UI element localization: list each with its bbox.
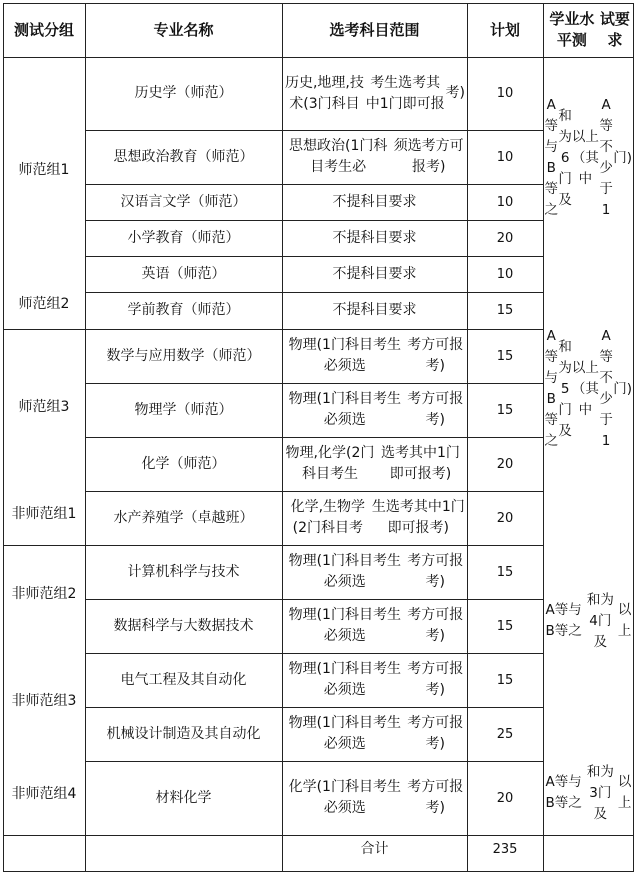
subject-requirement-line: 选考其中1门即可报考) — [380, 445, 460, 482]
subject-requirement-line: 不提科目要求 — [332, 265, 417, 282]
subject-requirement-line: 不提科目要求 — [332, 193, 417, 210]
test-group-label: 师范组1 — [18, 161, 70, 178]
plan-count-value: 20 — [496, 510, 514, 526]
total-value-cell — [467, 835, 543, 863]
header-major-label: 专业名称 — [153, 20, 214, 39]
major-name-text: 思想政治教育（师范） — [113, 148, 254, 165]
subject-requirement-line: 考方可报考) — [407, 607, 464, 644]
subject-requirement — [282, 292, 467, 329]
major-name — [85, 545, 282, 599]
header-subjects-label: 选考科目范围 — [329, 20, 420, 39]
plan-count — [467, 545, 543, 599]
subject-requirement-line: 思想政治(1门科目考生必 — [289, 138, 388, 175]
test-group-label: 师范组3 — [18, 398, 70, 415]
plan-count-value: 15 — [496, 402, 514, 418]
subject-requirement-line: 物理(1门科目考生必须选 — [288, 607, 401, 644]
group-divider — [3, 545, 85, 546]
major-name-text: 学前教育（师范） — [127, 302, 240, 318]
major-name — [85, 383, 282, 437]
subject-requirement — [282, 130, 467, 184]
subject-requirement — [282, 545, 467, 599]
subject-requirement — [282, 653, 467, 707]
plan-count — [467, 707, 543, 761]
plan-count-value: 15 — [496, 564, 514, 580]
subject-requirement-line: 不提科目要求 — [332, 229, 417, 246]
major-name-text: 数据科学与大数据技术 — [113, 617, 254, 634]
plan-count — [467, 57, 543, 130]
subject-requirement-line: 考) — [445, 85, 465, 101]
subject-requirement-line: 考方可报考) — [407, 553, 464, 590]
subject-requirement-line: 物理(1门科目考生必须选 — [288, 715, 401, 752]
plan-count — [467, 329, 543, 383]
level-requirement-line: 门) — [613, 149, 632, 166]
major-name-text: 小学教育（师范） — [127, 229, 240, 246]
level-requirement-line: A等与B等之 — [544, 328, 558, 449]
level-requirement-line: A等与B等之 — [545, 602, 582, 639]
level-requirement — [543, 590, 633, 653]
major-name — [85, 292, 282, 329]
major-name — [85, 57, 282, 130]
subject-requirement-line: 考方可报考) — [407, 337, 464, 374]
major-name-text: 数学与应用数学（师范） — [106, 347, 261, 364]
subject-requirement — [282, 383, 467, 437]
level-requirement-line: 以上（其中 — [571, 359, 599, 418]
major-name-text: 化学（师范） — [141, 455, 226, 472]
subject-requirement-line: 物理(1门科目考生必须选 — [288, 391, 401, 428]
level-requirement-line: A等不少于1 — [599, 328, 613, 449]
test-group-label: 非师范组2 — [11, 585, 77, 602]
plan-count — [467, 491, 543, 545]
total-value: 235 — [492, 841, 518, 857]
header-plan-label: 计划 — [489, 20, 520, 39]
major-name — [85, 761, 282, 835]
major-name — [85, 220, 282, 256]
major-name — [85, 130, 282, 184]
subject-requirement-line: 考方可报考) — [407, 715, 464, 752]
plan-count-value: 10 — [496, 194, 514, 210]
total-label-cell — [282, 835, 467, 863]
subject-requirement-line: 考方可报考) — [407, 391, 464, 428]
test-group — [3, 580, 85, 608]
plan-count — [467, 220, 543, 256]
group-divider — [3, 329, 85, 330]
total-label: 合计 — [360, 840, 389, 857]
major-name-text: 英语（师范） — [141, 265, 226, 282]
test-group — [3, 290, 85, 318]
plan-count-value: 15 — [496, 348, 514, 364]
plan-count-value: 20 — [496, 790, 514, 806]
header-group-label: 测试分组 — [13, 20, 74, 39]
subject-requirement — [282, 599, 467, 653]
level-requirement-line: 和为6门及 — [558, 107, 572, 208]
header-subjects — [282, 3, 467, 57]
header-plan — [467, 3, 543, 57]
plan-count-value: 10 — [496, 86, 514, 101]
major-name — [85, 329, 282, 383]
major-name — [85, 653, 282, 707]
subject-requirement-line: 化学,生物学(2门科目考 — [290, 499, 366, 536]
test-group — [3, 780, 85, 808]
level-requirement — [543, 762, 633, 825]
test-group-label: 非师范组4 — [11, 785, 77, 802]
major-name-text: 水产养殖学（卓越班） — [113, 509, 254, 526]
level-requirement-line: 和为4门及 — [586, 591, 614, 650]
plan-count — [467, 292, 543, 329]
plan-count-value: 20 — [496, 230, 514, 246]
subject-requirement — [282, 761, 467, 835]
level-requirement-line: 和为3门及 — [586, 763, 614, 822]
level-requirement-line: A等与B等之 — [545, 774, 582, 811]
plan-count-value: 10 — [496, 149, 514, 165]
subject-requirement-line: 不提科目要求 — [332, 302, 417, 318]
level-requirement — [543, 97, 633, 218]
header-level-label: 试要求 — [599, 10, 630, 49]
plan-count-value: 15 — [496, 618, 514, 634]
major-name-text: 电气工程及其自动化 — [120, 671, 247, 688]
major-name-text: 历史学（师范） — [134, 85, 233, 101]
header-group — [3, 3, 85, 57]
plan-count — [467, 599, 543, 653]
major-name — [85, 599, 282, 653]
subject-requirement-line: 化学(1门科目考生必须选 — [288, 779, 401, 816]
subject-requirement — [282, 57, 467, 130]
test-group-label: 非师范组1 — [11, 505, 77, 522]
subject-requirement — [282, 707, 467, 761]
subject-requirement-line: 历史,地理,技术(3门科目 — [284, 74, 364, 112]
major-name-text: 计算机科学与技术 — [127, 563, 240, 580]
plan-count-value: 10 — [496, 266, 514, 282]
plan-count — [467, 383, 543, 437]
level-requirement-line: 以上 — [617, 602, 632, 639]
header-level-label: 学业水平测 — [549, 10, 595, 49]
subject-requirement-line: 生选考其中1门即可报考) — [371, 499, 465, 536]
plan-count — [467, 130, 543, 184]
major-name — [85, 256, 282, 292]
level-requirement-line: A等与B等之 — [544, 97, 558, 218]
subject-requirement-line: 物理(1门科目考生必须选 — [288, 337, 401, 374]
plan-count — [467, 437, 543, 491]
level-requirement-line: 以上 — [617, 774, 632, 811]
subject-requirement — [282, 437, 467, 491]
plan-count — [467, 184, 543, 220]
subject-requirement-line: 须选考方可报考) — [393, 138, 464, 175]
subject-requirement-line: 物理(1门科目考生必须选 — [288, 553, 401, 590]
subject-requirement-line: 物理(1门科目考生必须选 — [288, 661, 401, 698]
major-name — [85, 491, 282, 545]
test-group-label: 师范组2 — [18, 295, 70, 312]
plan-count — [467, 761, 543, 835]
subject-requirement-line: 考生选考其中1门即可报 — [365, 74, 445, 112]
header-level — [543, 3, 633, 57]
level-requirement-line: 和为5门及 — [558, 338, 572, 439]
subject-requirement-line: 考方可报考) — [407, 779, 464, 816]
level-requirement-line: A等不少于1 — [599, 97, 613, 218]
subject-requirement-line: 考方可报考) — [407, 661, 464, 698]
test-group — [3, 500, 85, 528]
header-major — [85, 3, 282, 57]
subject-requirement — [282, 329, 467, 383]
test-group-label: 非师范组3 — [11, 692, 77, 709]
table-border-left — [3, 3, 4, 871]
major-name-text: 材料化学 — [155, 789, 212, 806]
subject-requirement — [282, 256, 467, 292]
test-group — [3, 687, 85, 715]
subject-requirement — [282, 220, 467, 256]
plan-count-value: 15 — [496, 672, 514, 688]
major-name — [85, 437, 282, 491]
plan-count-value: 20 — [496, 456, 514, 472]
major-name — [85, 707, 282, 761]
plan-count-value: 25 — [496, 726, 514, 742]
table-border-right — [633, 3, 634, 872]
major-name-text: 物理学（师范） — [134, 401, 233, 418]
plan-count — [467, 653, 543, 707]
test-group — [3, 156, 85, 184]
level-requirement — [543, 328, 633, 449]
major-name-text: 汉语言文学（师范） — [120, 193, 247, 210]
test-group — [3, 393, 85, 421]
major-name-text: 机械设计制造及其自动化 — [106, 725, 261, 742]
plan-count-value: 15 — [496, 303, 514, 318]
table-border-bottom — [3, 871, 634, 872]
plan-count — [467, 256, 543, 292]
subject-requirement — [282, 184, 467, 220]
major-name — [85, 184, 282, 220]
level-requirement-line: 以上（其中 — [571, 128, 599, 187]
subject-requirement-line: 物理,化学(2门科目考生 — [285, 445, 375, 482]
subject-requirement — [282, 491, 467, 545]
level-requirement-line: 门) — [613, 380, 632, 397]
